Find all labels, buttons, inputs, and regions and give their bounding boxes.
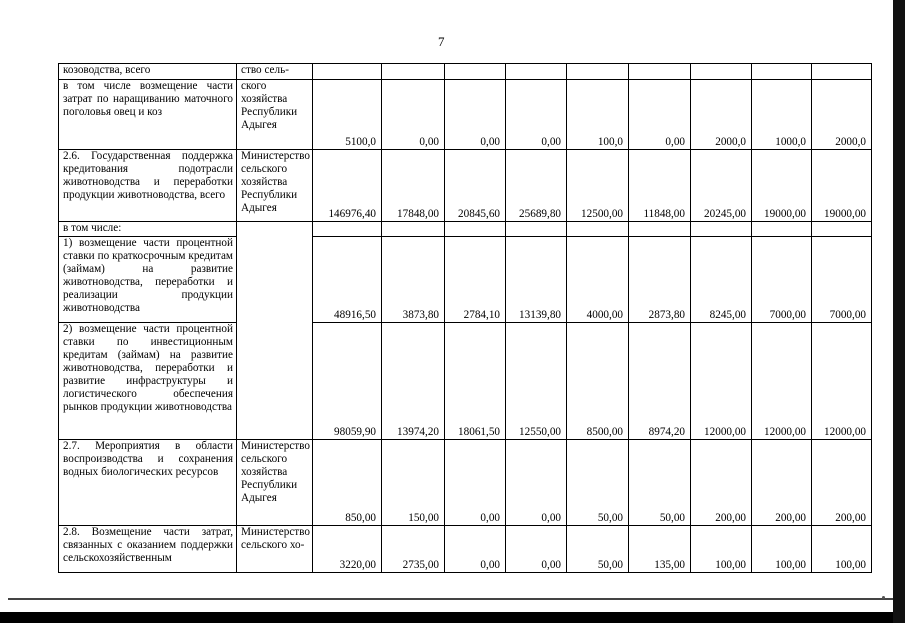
row-executor: Министерство сельского хозяйства Республики Адыгея: [237, 439, 313, 525]
value-cell: 2000,0: [691, 80, 752, 150]
value-cell: 12000,00: [691, 323, 752, 439]
value-cell: 0,00: [445, 525, 506, 572]
row-description: в том числе:: [59, 222, 237, 237]
value-cell: 20845,60: [445, 150, 506, 222]
value-cell: [691, 222, 752, 237]
value-cell: 8974,20: [629, 323, 691, 439]
table-row: [59, 150, 872, 222]
value-cell: 0,00: [506, 525, 567, 572]
value-cell: 8245,00: [691, 237, 752, 323]
value-cell: 150,00: [382, 439, 445, 525]
value-cell: 3220,00: [313, 525, 382, 572]
value-cell: [752, 64, 812, 80]
value-cell: 135,00: [629, 525, 691, 572]
table-row: [59, 237, 872, 323]
value-cell: 200,00: [812, 439, 872, 525]
value-cell: 19000,00: [812, 150, 872, 222]
value-cell: 48916,50: [313, 237, 382, 323]
value-cell: [445, 64, 506, 80]
value-cell: 25689,80: [506, 150, 567, 222]
value-cell: 17848,00: [382, 150, 445, 222]
row-description: 2) возмещение части процентной ставки по инвестиционным кредитам (займам) на развитие животноводства, переработки и развитие инфраструктуры и логистического обеспечения рынков продукции животноводства: [59, 323, 237, 439]
value-cell: [752, 222, 812, 237]
value-cell: 98059,90: [313, 323, 382, 439]
value-cell: [382, 64, 445, 80]
budget-table: [58, 63, 872, 573]
value-cell: 20245,00: [691, 150, 752, 222]
value-cell: 12000,00: [752, 323, 812, 439]
value-cell: 7000,00: [752, 237, 812, 323]
row-executor: Министерство сельского хозяйства Республики Адыгея: [237, 150, 313, 222]
value-cell: 850,00: [313, 439, 382, 525]
value-cell: 2784,10: [445, 237, 506, 323]
value-cell: [812, 64, 872, 80]
value-cell: 200,00: [691, 439, 752, 525]
row-description: 2.7. Мероприятия в области воспроизводства и сохранения водных биологических ресурсов: [59, 439, 237, 525]
value-cell: 50,00: [629, 439, 691, 525]
scan-bottom-border: [0, 612, 905, 623]
value-cell: 100,00: [691, 525, 752, 572]
scan-speck: [882, 596, 885, 599]
value-cell: [629, 222, 691, 237]
page-number: 7: [438, 34, 445, 49]
value-cell: 100,00: [812, 525, 872, 572]
value-cell: 8500,00: [567, 323, 629, 439]
value-cell: 200,00: [752, 439, 812, 525]
value-cell: [506, 222, 567, 237]
value-cell: 13139,80: [506, 237, 567, 323]
value-cell: [313, 64, 382, 80]
value-cell: 12550,00: [506, 323, 567, 439]
value-cell: 0,00: [629, 80, 691, 150]
value-cell: 12000,00: [812, 323, 872, 439]
table-row: [59, 323, 872, 439]
value-cell: [313, 222, 382, 237]
value-cell: 0,00: [445, 80, 506, 150]
table-row: [59, 222, 872, 237]
table-row: [59, 439, 872, 525]
value-cell: 50,00: [567, 439, 629, 525]
row-executor: [237, 237, 313, 323]
value-cell: 4000,00: [567, 237, 629, 323]
value-cell: [506, 64, 567, 80]
scan-right-border: [893, 0, 905, 623]
value-cell: [445, 222, 506, 237]
value-cell: 7000,00: [812, 237, 872, 323]
row-description: козоводства, всего: [59, 64, 237, 80]
table-row: [59, 525, 872, 572]
value-cell: [567, 64, 629, 80]
table-row: [59, 64, 872, 80]
value-cell: [812, 222, 872, 237]
value-cell: [567, 222, 629, 237]
value-cell: 2735,00: [382, 525, 445, 572]
row-executor: [237, 222, 313, 237]
row-description: 2.8. Возмещение части затрат, связанных с оказанием поддержки сельскохозяйственным: [59, 525, 237, 572]
row-description: 2.6. Государственная поддержка кредитования подотрасли животноводства и переработки продукции животноводства, всего: [59, 150, 237, 222]
value-cell: 13974,20: [382, 323, 445, 439]
value-cell: 100,00: [752, 525, 812, 572]
value-cell: 3873,80: [382, 237, 445, 323]
row-executor: ского хозяйства Республики Адыгея: [237, 80, 313, 150]
row-description: 1) возмещение части процентной ставки по краткосрочным кредитам (займам) на развитие животноводства, переработки и реализации продукции животноводства: [59, 237, 237, 323]
value-cell: 146976,40: [313, 150, 382, 222]
scan-edge-line: [8, 598, 893, 600]
value-cell: 2000,0: [812, 80, 872, 150]
value-cell: [691, 64, 752, 80]
value-cell: [382, 222, 445, 237]
value-cell: 11848,00: [629, 150, 691, 222]
value-cell: 0,00: [506, 80, 567, 150]
value-cell: [629, 64, 691, 80]
value-cell: 1000,0: [752, 80, 812, 150]
row-executor: ство сель-: [237, 64, 313, 80]
value-cell: 0,00: [445, 439, 506, 525]
value-cell: 5100,0: [313, 80, 382, 150]
value-cell: 0,00: [506, 439, 567, 525]
value-cell: 100,0: [567, 80, 629, 150]
value-cell: 19000,00: [752, 150, 812, 222]
row-executor: [237, 323, 313, 439]
value-cell: 2873,80: [629, 237, 691, 323]
row-executor: Министерство сельского хо-: [237, 525, 313, 572]
value-cell: 0,00: [382, 80, 445, 150]
row-description: в том числе возмещение части затрат по наращиванию маточного поголовья овец и коз: [59, 80, 237, 150]
table-row: [59, 80, 872, 150]
value-cell: 50,00: [567, 525, 629, 572]
value-cell: 18061,50: [445, 323, 506, 439]
value-cell: 12500,00: [567, 150, 629, 222]
